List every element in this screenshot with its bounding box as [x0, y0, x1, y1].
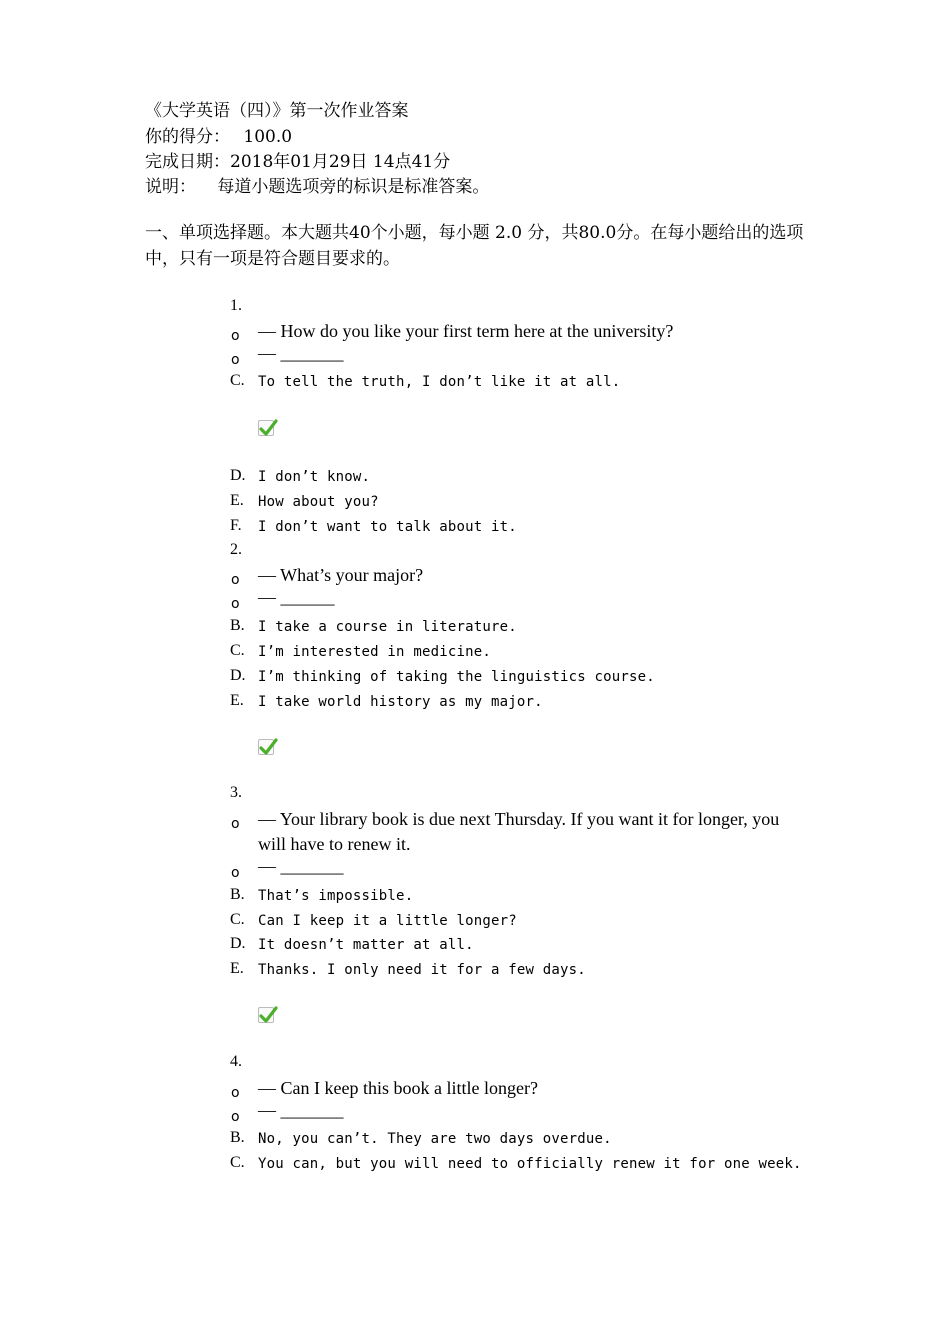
question-number: 2.: [230, 541, 242, 558]
option-text: I take a course in literature.: [258, 619, 517, 635]
score-label: 你的得分：: [145, 127, 230, 147]
section-heading: 一、单项选择题。本大题共40个小题，每小题 2.0 分，共80.0分。在每小题给出的选项中，只有一项是符合题目要求的。: [145, 223, 804, 269]
date-line: [145, 151, 450, 173]
option-text: I’m thinking of taking the linguistics course.: [258, 669, 655, 685]
option-letter: B.: [230, 886, 245, 903]
checkmark-icon: [258, 739, 274, 755]
note-label: 说明：: [145, 177, 196, 197]
option-letter: B.: [230, 1129, 245, 1146]
bullet-icon: o: [231, 352, 240, 368]
option-text: I don’t know.: [258, 469, 371, 485]
date-label: 完成日期：: [145, 152, 230, 172]
option-letter: D.: [230, 667, 246, 684]
question-stem: — How do you like your first term here at the university?: [258, 321, 674, 341]
question-stem: — What’s your major?: [258, 565, 424, 585]
question-stem: — Can I keep this book a little longer?: [258, 1078, 538, 1098]
option-letter: C.: [230, 642, 245, 659]
bullet-icon: o: [231, 865, 240, 881]
option-letter: C.: [230, 1154, 245, 1171]
option-letter: E.: [230, 492, 244, 509]
answer-blank: — _______: [258, 343, 344, 363]
option-letter: C.: [230, 372, 245, 389]
option-text: To tell the truth, I don’t like it at all.: [258, 374, 621, 390]
option-letter: B.: [230, 617, 245, 634]
bullet-icon: o: [231, 328, 240, 344]
answer-blank: — _______: [258, 856, 344, 876]
option-text: I don’t want to talk about it.: [258, 519, 517, 535]
score-line: [145, 126, 292, 148]
option-text: Thanks. I only need it for a few days.: [258, 962, 586, 978]
checkmark-icon: [258, 420, 274, 436]
option-letter: D.: [230, 467, 246, 484]
note-line: [145, 176, 489, 198]
option-letter: E.: [230, 692, 244, 709]
question-number: 3.: [230, 784, 242, 801]
answer-blank: — _______: [258, 1100, 344, 1120]
option-text: I’m interested in medicine.: [258, 644, 491, 660]
date-value: 2018年01月29日 14点41分: [230, 152, 451, 172]
bullet-icon: o: [231, 816, 240, 832]
option-letter: F.: [230, 517, 242, 534]
checkmark-icon: [258, 1007, 274, 1023]
option-text: I take world history as my major.: [258, 694, 543, 710]
note-text: 每道小题选项旁的标识是标准答案。: [217, 177, 490, 197]
question-number: 4.: [230, 1053, 242, 1070]
option-text: It doesn’t matter at all.: [258, 937, 474, 953]
option-text: How about you?: [258, 494, 379, 510]
option-text: That’s impossible.: [258, 888, 414, 904]
answer-blank: — ______: [258, 587, 335, 607]
bullet-icon: o: [231, 1085, 240, 1101]
option-text: You can, but you will need to officially renew it for one week.: [258, 1156, 802, 1172]
option-text: Can I keep it a little longer?: [258, 913, 517, 929]
option-letter: D.: [230, 935, 246, 952]
question-stem: — Your library book is due next Thursday. If you want it for longer, you will have to renew it.: [258, 809, 780, 854]
question-number: 1.: [230, 297, 242, 314]
bullet-icon: o: [231, 572, 240, 588]
bullet-icon: o: [231, 596, 240, 612]
document-title: 《大学英语（四）》第一次作业答案: [145, 101, 409, 121]
option-letter: E.: [230, 960, 244, 977]
score-value: 100.0: [243, 127, 293, 147]
option-text: No, you can’t. They are two days overdue.: [258, 1131, 612, 1147]
bullet-icon: o: [231, 1109, 240, 1125]
option-letter: C.: [230, 911, 245, 928]
